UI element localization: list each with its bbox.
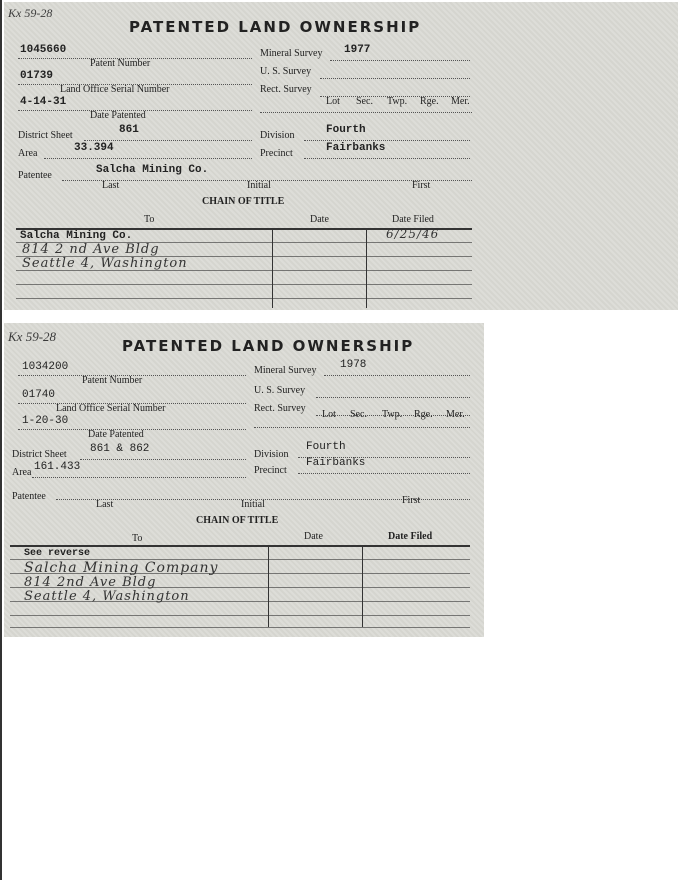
reference-note: Kx 59-28 <box>8 329 57 344</box>
mer-col-label: Mer. <box>451 96 470 107</box>
mineral-survey-value: 1978 <box>340 359 367 371</box>
initial-label: Initial <box>241 499 265 510</box>
date-column-label: Date <box>304 531 323 542</box>
rect-survey-label: Rect. Survey <box>260 84 312 95</box>
date-patented-label: Date Patented <box>90 110 146 121</box>
district-sheet-value: 861 <box>119 124 139 136</box>
chain-entry-3: 814 2nd Ave Bldg <box>24 575 157 590</box>
mer-col-label: Mer. <box>446 409 465 420</box>
precinct-label: Precinct <box>254 465 287 476</box>
division-label: Division <box>254 449 289 460</box>
precinct-value: Fairbanks <box>306 457 366 469</box>
sec-col-label: Sec. <box>350 409 367 420</box>
division-value: Fourth <box>306 441 346 453</box>
chain-entry-1: See reverse <box>24 548 91 559</box>
to-column-label: To <box>144 214 155 225</box>
rge-col-label: Rge. <box>420 96 439 107</box>
first-label: First <box>412 180 431 191</box>
card-title: PATENTED LAND OWNERSHIP <box>129 18 422 36</box>
last-label: Last <box>96 499 114 510</box>
first-label: First <box>402 495 421 506</box>
date-filed-value: 6/25/46 <box>386 227 440 241</box>
sec-col-label: Sec. <box>356 96 373 107</box>
patentee-value: Salcha Mining Co. <box>96 164 209 176</box>
division-value: Fourth <box>326 124 366 136</box>
patent-number-value: 1034200 <box>22 361 69 373</box>
serial-number-value: 01739 <box>20 70 54 82</box>
area-label: Area <box>18 148 38 159</box>
chain-entry-2: 814 2 nd Ave Bldg <box>22 242 160 257</box>
date-filed-column-label: Date Filed <box>392 214 434 225</box>
chain-entry-3: Seattle 4, Washington <box>22 256 188 271</box>
date-patented-value: 4-14-31 <box>20 96 67 108</box>
lot-col-label: Lot <box>326 96 340 107</box>
card-title: PATENTED LAND OWNERSHIP <box>122 337 415 355</box>
precinct-label: Precinct <box>260 148 293 159</box>
us-survey-label: U. S. Survey <box>260 66 312 77</box>
mineral-survey-label: Mineral Survey <box>260 48 323 59</box>
district-sheet-label: District Sheet <box>18 130 73 141</box>
mineral-survey-value: 1977 <box>344 44 371 56</box>
chain-of-title-heading: CHAIN OF TITLE <box>196 515 279 526</box>
patentee-label: Patentee <box>12 491 46 502</box>
area-value: 161.433 <box>34 461 81 473</box>
twp-col-label: Twp. <box>382 409 403 420</box>
twp-col-label: Twp. <box>387 96 408 107</box>
to-column-label: To <box>132 533 143 544</box>
chain-entry-2: Salcha Mining Company <box>24 560 219 576</box>
area-label: Area <box>12 467 32 478</box>
rect-survey-label: Rect. Survey <box>254 403 306 414</box>
initial-label: Initial <box>247 180 271 191</box>
patentee-label: Patentee <box>18 170 52 181</box>
chain-of-title-heading: CHAIN OF TITLE <box>202 196 285 207</box>
date-column-label: Date <box>310 214 329 225</box>
date-patented-value: 1-20-30 <box>22 415 69 427</box>
page-left-edge <box>0 0 2 880</box>
precinct-value: Fairbanks <box>326 142 386 154</box>
chain-entry-1: Salcha Mining Co. <box>20 230 133 242</box>
us-survey-label: U. S. Survey <box>254 385 306 396</box>
serial-number-label: Land Office Serial Number <box>60 84 170 95</box>
ownership-card-2 <box>4 323 484 637</box>
serial-number-label: Land Office Serial Number <box>56 403 166 414</box>
patent-number-label: Patent Number <box>90 58 151 69</box>
district-sheet-value: 861 & 862 <box>90 443 150 455</box>
ownership-card-1 <box>4 2 678 310</box>
rge-col-label: Rge. <box>414 409 433 420</box>
district-sheet-label: District Sheet <box>12 449 67 460</box>
last-label: Last <box>102 180 120 191</box>
date-filed-column-label: Date Filed <box>388 531 433 542</box>
chain-entry-4: Seattle 4, Washington <box>24 589 190 604</box>
date-patented-label: Date Patented <box>88 429 144 440</box>
mineral-survey-label: Mineral Survey <box>254 365 317 376</box>
area-value: 33.394 <box>74 142 114 154</box>
division-label: Division <box>260 130 295 141</box>
lot-col-label: Lot <box>322 409 336 420</box>
patent-number-value: 1045660 <box>20 44 67 56</box>
reference-note: Kx 59-28 <box>8 6 53 20</box>
serial-number-value: 01740 <box>22 389 56 401</box>
patent-number-label: Patent Number <box>82 375 143 386</box>
